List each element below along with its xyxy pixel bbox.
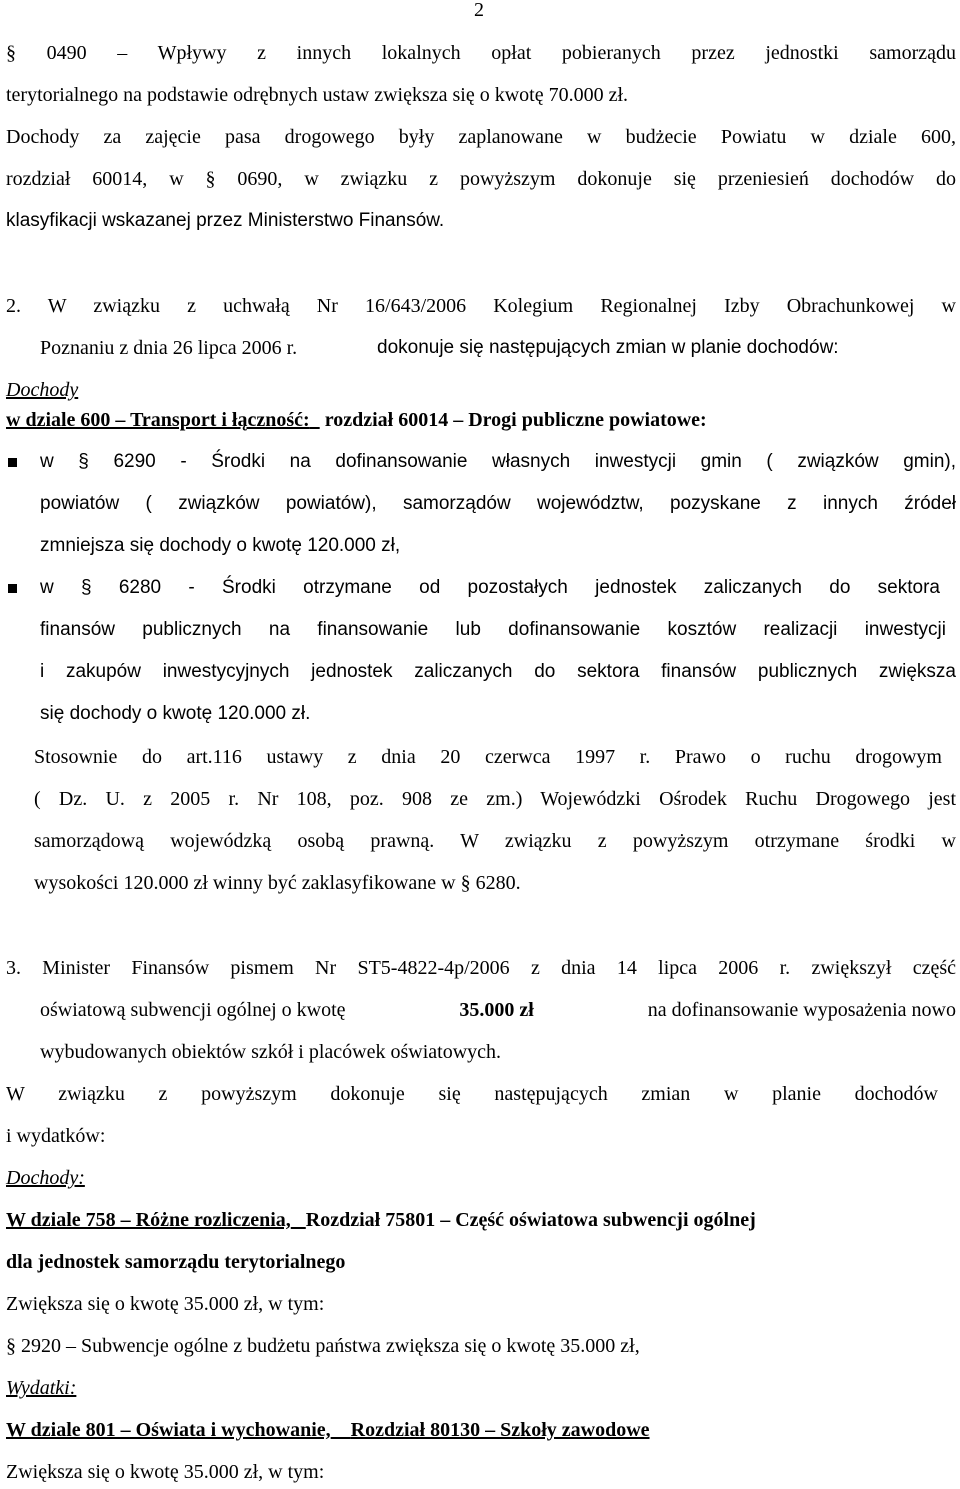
text-line: powiatów ( związków powiatów), samorządów województw, pozyskane z innych źródeł bbox=[40, 493, 956, 514]
text-line: ( Dz. U. z 2005 r. Nr 108, poz. 908 ze zm.) Wojewódzki Ośrodek Ruchu Drogowego jest bbox=[34, 788, 956, 810]
text-line: finansów publicznych na finansowanie lub dofinansowanie kosztów realizacji inwestycji bbox=[40, 619, 946, 640]
rozdzial-80130-label: Rozdział 80130 – Szkoły zawodowe bbox=[350, 1419, 650, 1441]
text-line: Zwiększa się o kwotę 35.000 zł, w tym: bbox=[6, 1293, 325, 1315]
text-line: i wydatków: bbox=[6, 1125, 106, 1147]
text-line: 3. Minister Finansów pismem Nr ST5-4822-4p/2006 z dnia 14 lipca 2006 r. zwiększył część bbox=[6, 957, 956, 979]
section-heading-dochody: Dochody: bbox=[6, 1167, 85, 1189]
text-line: w § 6290 - Środki na dofinansowanie własnych inwestycji gmin ( związków gmin), bbox=[40, 451, 956, 472]
text-line: klasyfikacji wskazanej przez Ministerstwo Finansów. bbox=[6, 210, 445, 231]
dzial-758-heading-cont: dla jednostek samorządu terytorialnego bbox=[6, 1251, 346, 1273]
text-segment: oświatową subwencji ogólnej o kwotę bbox=[40, 999, 346, 1021]
text-line: § 0490 – Wpływy z innych lokalnych opłat pobieranych przez jednostki samorządu bbox=[6, 42, 956, 64]
text-line: samorządową wojewódzką osobą prawną. W związku z powyższym otrzymane środki w bbox=[34, 830, 956, 852]
text-line bbox=[40, 998, 956, 1022]
section-heading-dochody: Dochody bbox=[6, 379, 79, 401]
text-line: 2. W związku z uchwałą Nr 16/643/2006 Kolegium Regionalnej Izby Obrachunkowej w bbox=[6, 295, 956, 317]
text-line: § 2920 – Subwencje ogólne z budżetu państwa zwiększa się o kwotę 35.000 zł, bbox=[6, 1335, 640, 1357]
text-line: wybudowanych obiektów szkół i placówek oświatowych. bbox=[40, 1041, 502, 1063]
text-line: W związku z powyższym dokonuje się następujących zmian w planie dochodów bbox=[6, 1083, 938, 1105]
text-line: dokonuje się następujących zmian w planie dochodów: bbox=[377, 337, 839, 358]
text-line: i zakupów inwestycyjnych jednostek zaliczanych do sektora finansów publicznych zwiększa bbox=[40, 661, 956, 682]
text-line: Dochody za zajęcie pasa drogowego były zaplanowane w budżecie Powiatu w dziale 600, bbox=[6, 126, 956, 148]
dzial-801-label: W dziale 801 – Oświata i wychowanie, bbox=[6, 1419, 331, 1441]
amount-35000: 35.000 zł bbox=[459, 999, 534, 1021]
section-heading-wydatki: Wydatki: bbox=[6, 1377, 77, 1399]
text-line: zmniejsza się dochody o kwotę 120.000 zł, bbox=[40, 535, 401, 556]
text-line: wysokości 120.000 zł winny być zaklasyfikowane w § 6280. bbox=[34, 872, 521, 894]
dzial-758-label: W dziale 758 – Różne rozliczenia, bbox=[6, 1209, 291, 1231]
text-line: się dochody o kwotę 120.000 zł. bbox=[40, 703, 311, 724]
text-segment: na dofinansowanie wyposażenia nowo bbox=[647, 999, 956, 1021]
text-line: Stosownie do art.116 ustawy z dnia 20 czerwca 1997 r. Prawo o ruchu drogowym bbox=[34, 746, 942, 768]
bullet-marker-icon bbox=[8, 458, 17, 467]
dzial-600-heading bbox=[6, 408, 707, 432]
dzial-600-label: w dziale 600 – Transport i łączność: bbox=[6, 409, 310, 431]
rozdzial-60014-label: rozdział 60014 – Drogi publiczne powiatowe: bbox=[324, 409, 707, 431]
text-line: terytorialnego na podstawie odrębnych ustaw zwiększa się o kwotę 70.000 zł. bbox=[6, 84, 629, 106]
dzial-801-heading bbox=[6, 1418, 650, 1442]
text-line: rozdział 60014, w § 0690, w związku z powyższym dokonuje się przeniesień dochodów do bbox=[6, 168, 956, 190]
text-line: Poznaniu z dnia 26 lipca 2006 r. bbox=[40, 337, 298, 359]
bullet-marker-icon bbox=[8, 584, 17, 593]
text-line: w § 6280 - Środki otrzymane od pozostałych jednostek zaliczanych do sektora bbox=[40, 577, 940, 598]
rozdzial-75801-label: Rozdział 75801 – Część oświatowa subwencji ogólnej bbox=[305, 1209, 756, 1231]
page-number: 2 bbox=[474, 0, 484, 21]
dzial-758-heading bbox=[6, 1208, 756, 1232]
text-line: Zwiększa się o kwotę 35.000 zł, w tym: bbox=[6, 1461, 325, 1483]
